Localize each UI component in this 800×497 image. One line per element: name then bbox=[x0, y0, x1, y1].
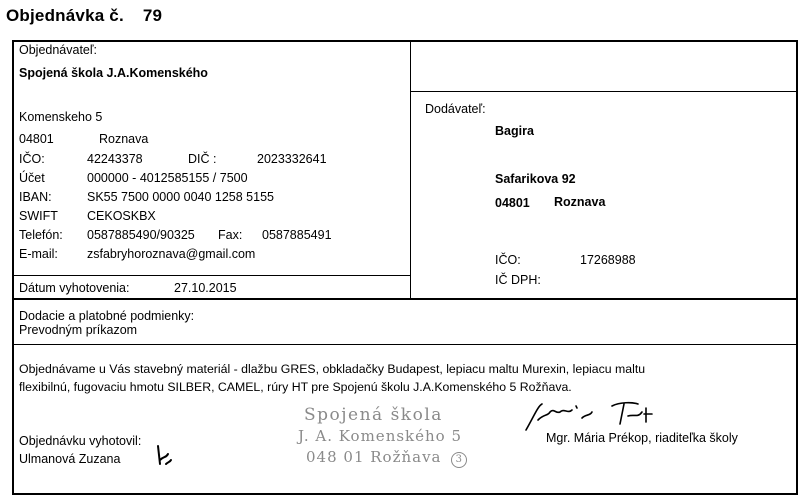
orderer-street: Komenskeho 5 bbox=[19, 110, 103, 124]
date-value: 27.10.2015 bbox=[174, 281, 237, 295]
issued-by-label: Objednávku vyhotovil: bbox=[19, 434, 142, 448]
supplier-ico-label: IČO: bbox=[495, 253, 521, 267]
school-stamp bbox=[298, 405, 467, 468]
supplier-ico: 17268988 bbox=[580, 253, 636, 267]
orderer-ico: 42243378 bbox=[87, 152, 143, 166]
supplier-name: Bagira bbox=[495, 124, 534, 138]
order-text-line2: flexibilnú, fugovaciu hmotu SILBER, CAMEL, rúry HT pre Spojenú školu J.A.Komenského 5 Rožňava. bbox=[19, 380, 572, 394]
terms-value: Prevodným príkazom bbox=[19, 323, 138, 337]
stamp-line2: J. A. Komenského 5 bbox=[298, 427, 463, 445]
orderer-email: zsfabryhoroznava@gmail.com bbox=[87, 247, 256, 261]
orderer-zip: 04801 bbox=[19, 132, 54, 146]
orderer-heading: Objednávateľ: bbox=[19, 43, 98, 57]
orderer-city: Roznava bbox=[99, 132, 149, 146]
issuer-signature bbox=[150, 440, 180, 470]
orderer-fax-label: Fax: bbox=[218, 228, 243, 242]
terms-heading: Dodacie a platobné podmienky: bbox=[19, 309, 195, 323]
supplier-zip: 04801 bbox=[495, 196, 530, 210]
orderer-dic-label: DIČ : bbox=[188, 152, 217, 166]
director-signature bbox=[520, 396, 680, 436]
stamp-line1: Spojená škola bbox=[304, 405, 443, 425]
orderer-swift-label: SWIFT bbox=[19, 209, 58, 223]
orderer-ico-label: IČO: bbox=[19, 152, 45, 166]
stamp-number: 3 bbox=[451, 452, 467, 468]
orderer-phone-label: Telefón: bbox=[19, 228, 63, 242]
stamp-line3: 048 01 Rožňava bbox=[306, 448, 442, 466]
orderer-name: Spojená škola J.A.Komenského bbox=[19, 66, 208, 80]
supplier-street: Safarikova 92 bbox=[495, 172, 576, 186]
date-label: Dátum vyhotovenia: bbox=[19, 281, 130, 295]
order-label: Objednávka č. bbox=[6, 6, 124, 25]
orderer-phone: 0587885490/90325 bbox=[87, 228, 195, 242]
orderer-account: 000000 - 4012585155 / 7500 bbox=[87, 171, 248, 185]
document-title bbox=[6, 6, 162, 26]
orderer-account-label: Účet bbox=[19, 171, 45, 185]
orderer-email-label: E-mail: bbox=[19, 247, 58, 261]
issued-by-name: Ulmanová Zuzana bbox=[19, 452, 121, 466]
orderer-iban-label: IBAN: bbox=[19, 190, 52, 204]
order-text-line1: Objednávame u Vás stavebný materiál - dlažbu GRES, obkladačky Budapest, lepiacu maltu Murexin, lepiacu maltu bbox=[19, 362, 646, 376]
orderer-fax: 0587885491 bbox=[262, 228, 332, 242]
signatory-name: Mgr. Mária Prékop, riaditeľka školy bbox=[546, 431, 738, 445]
supplier-heading: Dodávateľ: bbox=[425, 102, 486, 116]
supplier-icdph-label: IČ DPH: bbox=[495, 273, 541, 287]
orderer-iban: SK55 7500 0000 0040 1258 5155 bbox=[87, 190, 274, 204]
orderer-dic: 2023332641 bbox=[257, 152, 327, 166]
supplier-city: Roznava bbox=[554, 195, 606, 209]
order-number: 79 bbox=[142, 6, 163, 25]
orderer-swift: CEKOSKBX bbox=[87, 209, 156, 223]
